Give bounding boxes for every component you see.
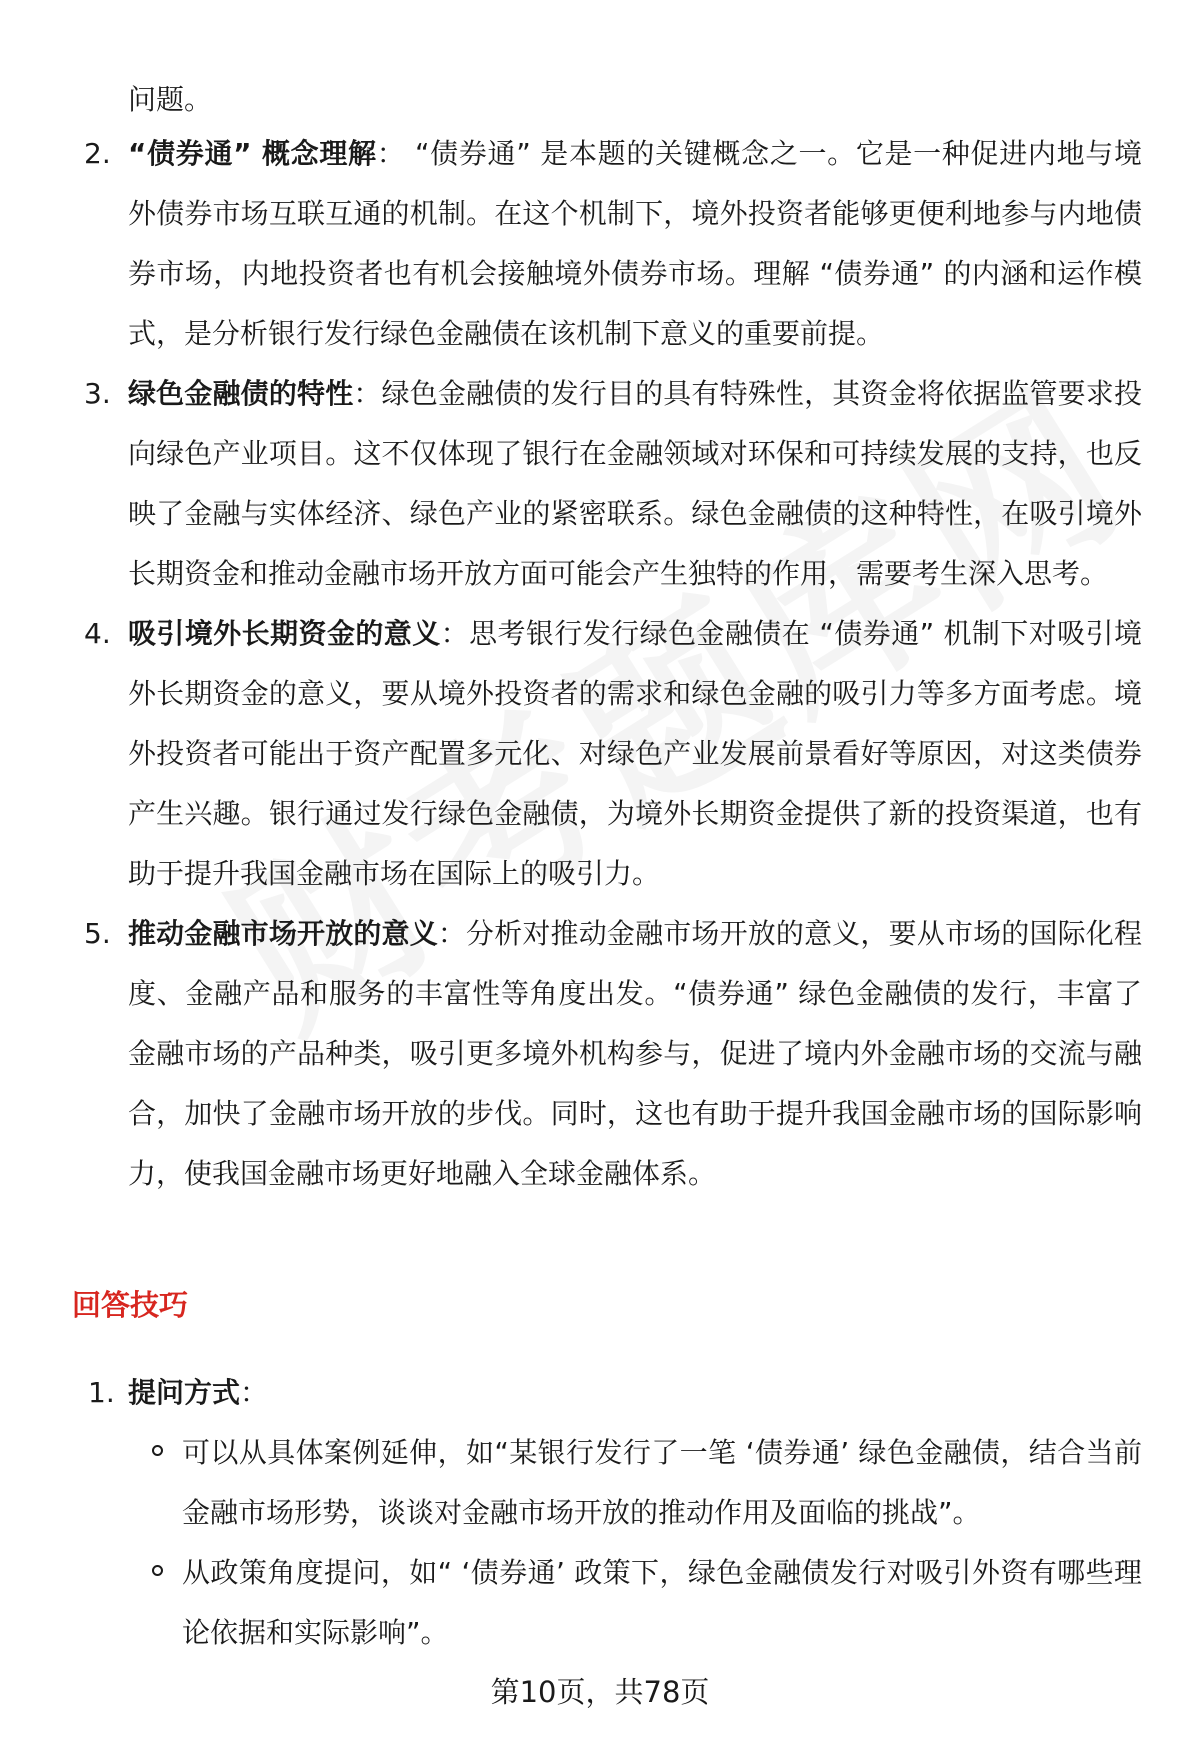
point-separator: ： (376, 137, 406, 170)
point-title: 推动金融市场开放的意义 (128, 917, 438, 950)
sub-list-item (128, 1423, 1200, 1543)
sub-item-text: 可以从具体案例延伸，如“某银行发行了一笔 ‘债券通’ 绿色金融债，结合当前金融市场形势，谈谈对金融市场开放的推动作用及面临的挑战”。 (182, 1436, 1142, 1529)
list-number: 5. (84, 917, 111, 950)
section-title: 回答技巧 (72, 1288, 189, 1322)
point-title: 绿色金融债的特性 (128, 377, 354, 410)
list-number: 2. (84, 137, 111, 170)
list-item (0, 364, 1200, 604)
point-title: “债券通” 概念理解 (128, 137, 377, 170)
list-item (0, 904, 1200, 1204)
point-text: “债券通” 是本题的关键概念之一。它是一种促进内地与境外债券市场互联互通的机制。在这个机制下，境外投资者能够更便利地参与内地债券市场，内地投资者也有机会接触境外债券市场。理解 “债券通” 的内涵和运作模式，是分析银行发行绿色金融债在该机制下意义的重要前提。 (128, 137, 1142, 350)
list-number: 1. (88, 1376, 115, 1409)
analysis-points-list (0, 124, 1200, 1204)
circle-bullet-icon (152, 1445, 163, 1456)
page-number-footer: 第10页，共78页 (490, 1675, 710, 1709)
sub-list-item (128, 1543, 1200, 1663)
list-item (0, 604, 1200, 904)
sub-item-text: 从政策角度提问，如“ ‘债券通’ 政策下，绿色金融债发行对吸引外资有哪些理论依据和实际影响”。 (182, 1556, 1142, 1649)
tip-separator: ： (240, 1376, 269, 1409)
point-separator: ： (353, 377, 382, 410)
list-number: 3. (84, 377, 111, 410)
point-separator: ： (440, 617, 470, 650)
tip-sublist (128, 1423, 1200, 1663)
point-title: 吸引境外长期资金的意义 (128, 617, 441, 650)
point-text: 分析对推动金融市场开放的意义，要从市场的国际化程度、金融产品和服务的丰富性等角度出发。“债券通” 绿色金融债的发行，丰富了金融市场的产品种类，吸引更多境外机构参与，促进了境内外金融市场的交流与融合，加快了金融市场开放的步伐。同时，这也有助于提升我国金融市场的国际影响力，使我国金融市场更好地融入全球金融体系。 (128, 917, 1142, 1190)
point-text: 绿色金融债的发行目的具有特殊性，其资金将依据监管要求投向绿色产业项目。这不仅体现了银行在金融领域对环保和可持续发展的支持，也反映了金融与实体经济、绿色产业的紧密联系。绿色金融债的这种特性，在吸引境外长期资金和推动金融市场开放方面可能会产生独特的作用，需要考生深入思考。 (128, 377, 1142, 590)
point-text: 思考银行发行绿色金融债在 “债券通” 机制下对吸引境外长期资金的意义，要从境外投资者的需求和绿色金融的吸引力等多方面考虑。境外投资者可能出于资产配置多元化、对绿色产业发展前景看好等原因，对这类债券产生兴趣。银行通过发行绿色金融债，为境外长期资金提供了新的投资渠道，也有助于提升我国金融市场在国际上的吸引力。 (128, 617, 1142, 890)
list-item (0, 1363, 1200, 1663)
circle-bullet-icon (152, 1565, 163, 1576)
tip-title: 提问方式 (128, 1376, 241, 1409)
list-item (0, 124, 1200, 364)
continued-text: 问题。 (128, 83, 213, 116)
point-separator: ： (437, 917, 467, 950)
list-number: 4. (84, 617, 111, 650)
tips-list (0, 1363, 1200, 1663)
